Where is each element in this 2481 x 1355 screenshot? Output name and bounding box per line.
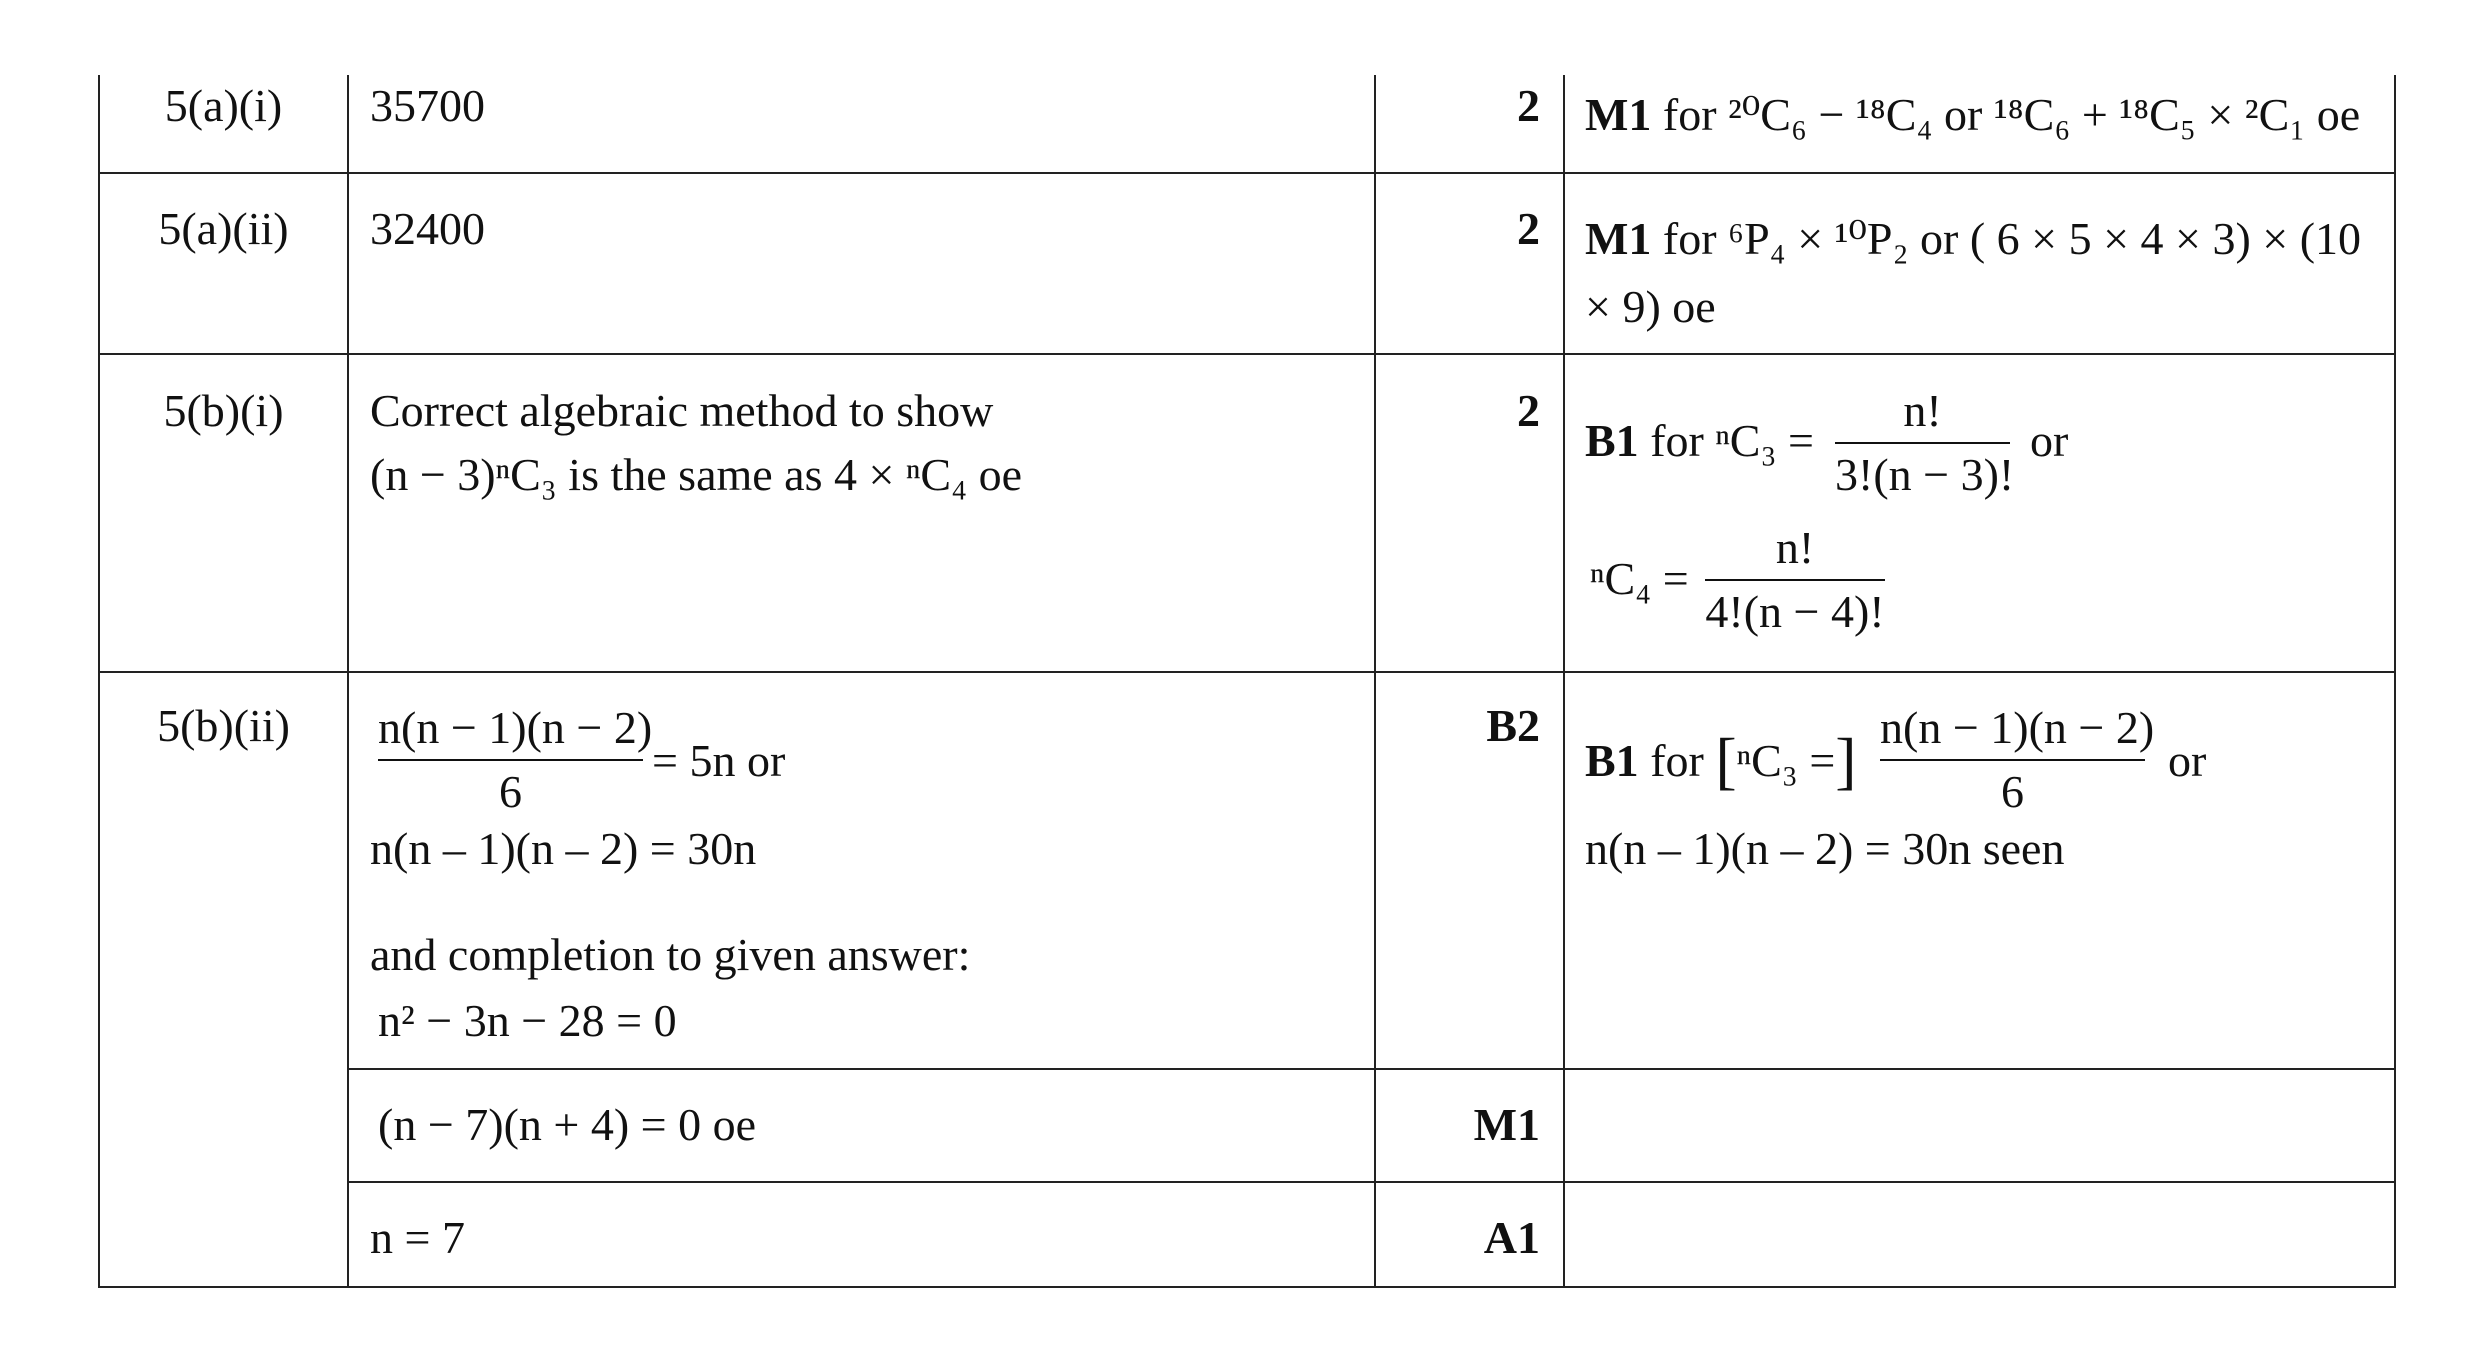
fraction-guidance (1880, 702, 2155, 817)
guidance-mark-code: M1 (1585, 89, 1652, 140)
fraction-bar (1705, 579, 1885, 581)
fraction-bar (1880, 759, 2145, 761)
fraction-nc3 (1835, 385, 2015, 500)
mark-value: 2 (1517, 80, 1540, 131)
answer-text: 35700 (370, 80, 485, 131)
fraction-answer (378, 702, 653, 817)
fraction-numerator: n(n − 1)(n − 2) (378, 702, 653, 753)
fraction-denominator: 6 (2001, 766, 2024, 817)
answer-text: (n − 7)(n + 4) = 0 oe (378, 1099, 757, 1150)
guidance-detail: for ⁶P₄ × ¹⁰P₂ or ( 6 × 5 × 4 × 3) × (10 (1651, 213, 2362, 264)
mark-value: M1 (1473, 1099, 1540, 1150)
left-bracket: [ (1715, 725, 1737, 796)
answer-text: = 5n or (652, 735, 786, 786)
answer-text: n = 7 (370, 1212, 465, 1263)
fraction-numerator: n(n − 1)(n − 2) (1880, 702, 2155, 753)
guidance-or: or (2030, 415, 2069, 466)
table-border-bottom (98, 1286, 2396, 1288)
right-bracket: ] (1835, 725, 1857, 796)
fraction-denominator: 3!(n − 3)! (1835, 449, 2015, 500)
row-divider-5 (347, 1181, 2396, 1183)
fraction-bar (1835, 442, 2010, 444)
mark-value: B2 (1486, 700, 1540, 751)
question-label: 5(b)(ii) (157, 700, 290, 751)
guidance-text-continued: ⁿC₄ = (1590, 553, 1689, 604)
table-border-left (98, 75, 100, 1288)
fraction-bar (378, 759, 643, 761)
guidance-detail: for (1638, 735, 1704, 786)
row-divider-2 (98, 353, 2396, 355)
guidance-text-continued: n(n – 1)(n – 2) = 30n seen (1585, 823, 2065, 874)
row-divider-4 (347, 1068, 2396, 1070)
fraction-denominator: 6 (499, 766, 522, 817)
guidance-detail: for ²⁰C₆ − ¹⁸C₄ or ¹⁸C₆ + ¹⁸C₅ × ²C₁ oe (1651, 89, 2361, 140)
guidance-or: or (2168, 735, 2207, 786)
question-label: 5(a)(i) (164, 80, 283, 131)
row-divider-3 (98, 671, 2396, 673)
answer-text-line4: n² − 3n − 28 = 0 (378, 995, 677, 1046)
table-divider-col1 (347, 75, 349, 1288)
answer-text-line2: n(n – 1)(n – 2) = 30n (370, 823, 757, 874)
table-border-right (2394, 75, 2396, 1288)
row-divider-1 (98, 172, 2396, 174)
fraction-numerator: n! (1775, 522, 1815, 573)
guidance-detail: for ⁿC₃ = (1638, 415, 1814, 466)
guidance-text (1585, 725, 1857, 796)
guidance-text (1585, 89, 2361, 140)
guidance-mark-code: B1 (1585, 735, 1639, 786)
answer-text-line3: and completion to given answer: (370, 929, 971, 980)
fraction-numerator: n! (1903, 385, 1942, 436)
answer-text-continued: (n − 3)ⁿC₃ is the same as 4 × ⁿC₄ oe (370, 449, 1023, 500)
table-divider-col2 (1374, 75, 1376, 1288)
guidance-text (1585, 213, 2362, 264)
guidance-text (1585, 415, 1814, 466)
guidance-mark-code: B1 (1585, 415, 1639, 466)
answer-text: 32400 (370, 203, 485, 254)
mark-value: A1 (1483, 1212, 1540, 1263)
fraction-nc4 (1705, 522, 1885, 637)
guidance-text-continued: × 9) oe (1585, 281, 1716, 332)
mark-value: 2 (1517, 385, 1540, 436)
answer-text: Correct algebraic method to show (370, 385, 994, 436)
question-label: 5(b)(i) (163, 385, 284, 436)
mark-value: 2 (1517, 203, 1540, 254)
fraction-denominator: 4!(n − 4)! (1705, 586, 1885, 637)
table-divider-col3 (1563, 75, 1565, 1288)
guidance-bracket-content: ⁿC₃ = (1736, 735, 1836, 786)
question-label: 5(a)(ii) (158, 203, 289, 254)
guidance-mark-code: M1 (1585, 213, 1652, 264)
